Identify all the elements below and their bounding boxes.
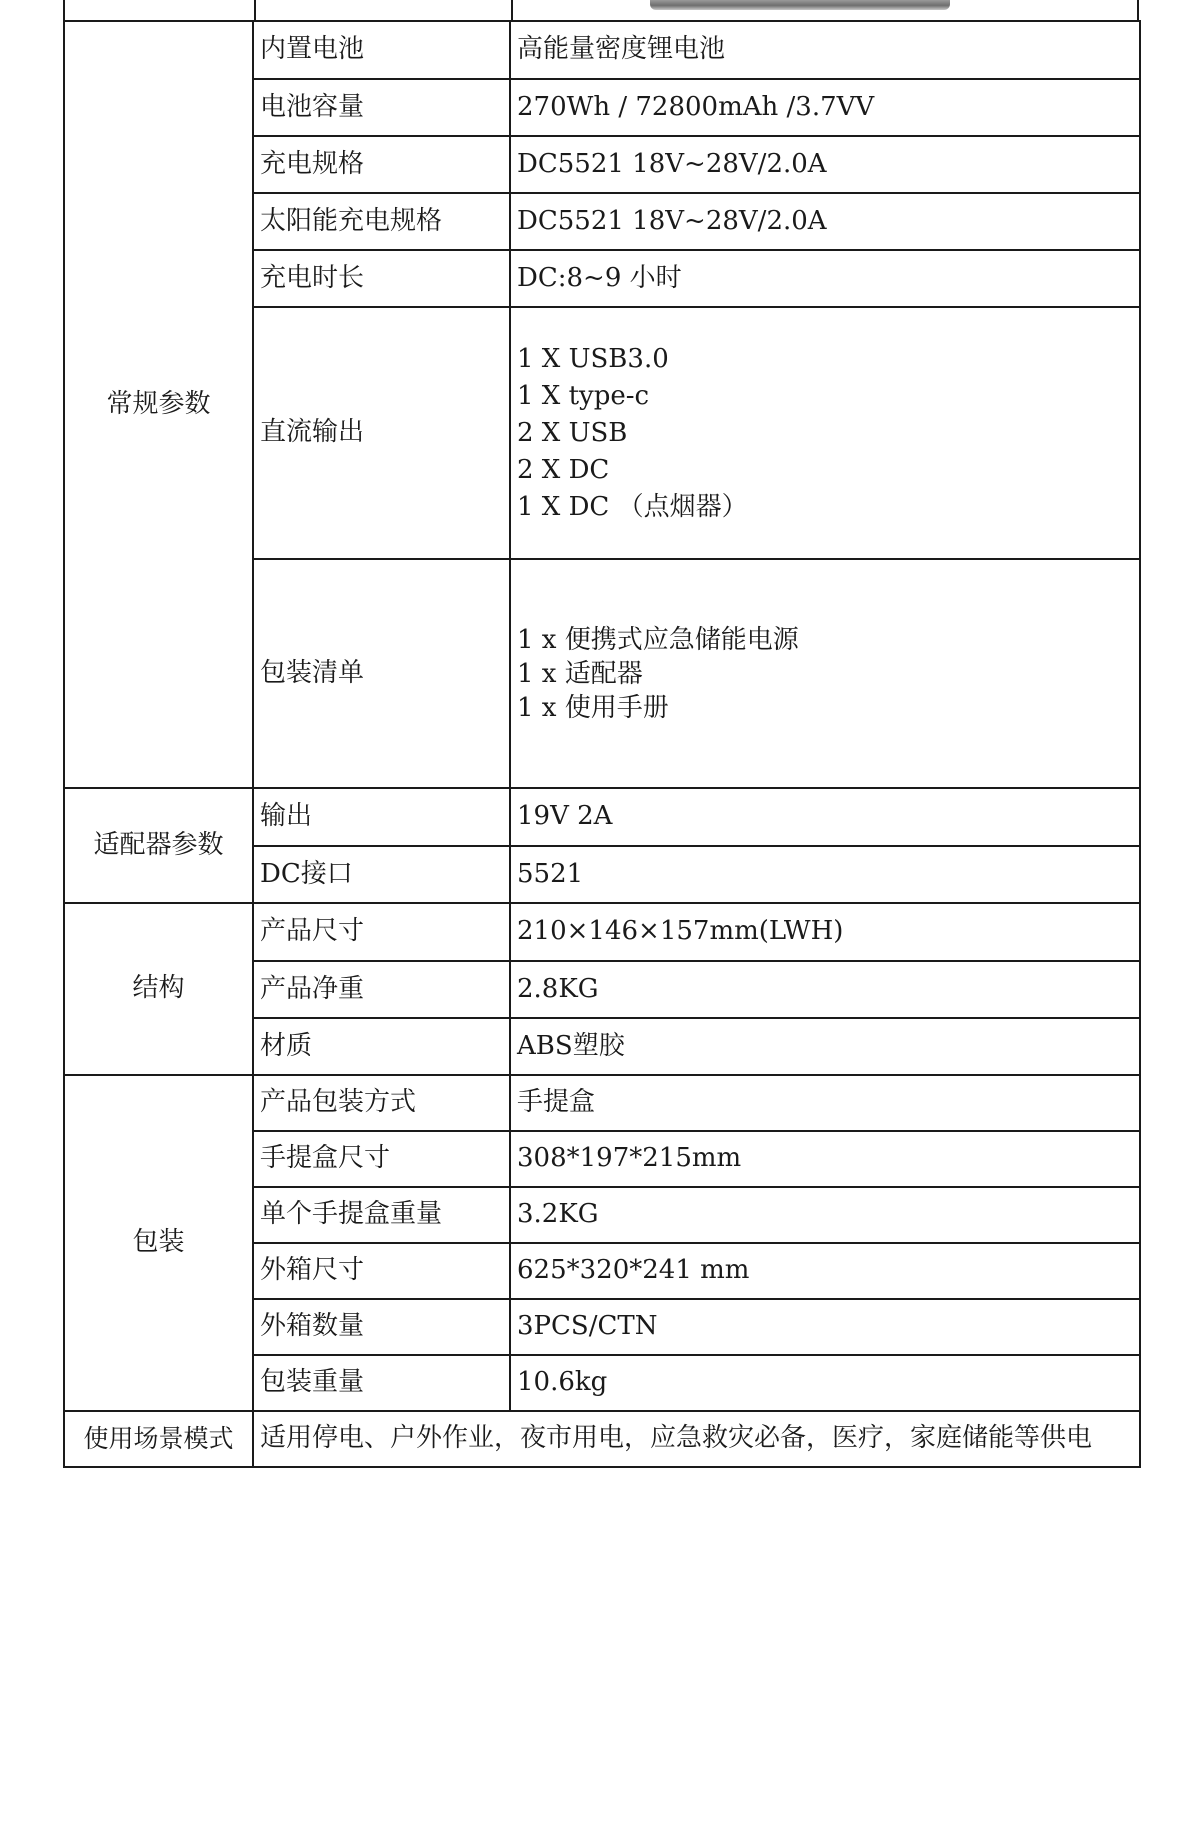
value-carton-quantity: 3PCS/CTN	[510, 1299, 1140, 1355]
param-packaging-type: 产品包装方式	[253, 1075, 510, 1131]
value-dc-output	[510, 307, 1140, 559]
table-row	[64, 1075, 1140, 1131]
param-built-in-battery: 内置电池	[253, 21, 510, 79]
dc-output-line: 1 X USB3.0	[517, 343, 669, 374]
param-carton-size: 外箱尺寸	[253, 1243, 510, 1299]
category-packaging: 包装	[64, 1075, 253, 1411]
value-packing-list	[510, 559, 1140, 788]
category-structure: 结构	[64, 903, 253, 1075]
spec-table	[63, 20, 1141, 1468]
dc-output-line: 2 X DC	[517, 454, 610, 485]
category-adapter: 适配器参数	[64, 788, 253, 903]
param-material: 材质	[253, 1018, 510, 1075]
table-row	[64, 788, 1140, 846]
value-net-weight: 2.8KG	[510, 961, 1140, 1018]
packing-list-line: 1 x 便携式应急储能电源	[517, 624, 799, 655]
table-row	[64, 903, 1140, 961]
value-packaging-type: 手提盒	[510, 1075, 1140, 1131]
param-net-weight: 产品净重	[253, 961, 510, 1018]
param-packing-list: 包装清单	[253, 559, 510, 788]
value-usage: 适用停电、户外作业，夜市用电，应急救灾必备，医疗，家庭储能等供电	[253, 1411, 1140, 1467]
table-top-continuation	[63, 0, 1139, 20]
table-row	[64, 1411, 1140, 1467]
param-dc-output: 直流输出	[253, 307, 510, 559]
value-charging-time: DC:8~9 小时	[510, 250, 1140, 307]
table-row	[64, 21, 1140, 79]
value-carton-size: 625*320*241 mm	[510, 1243, 1140, 1299]
value-adapter-output: 19V 2A	[510, 788, 1140, 846]
param-battery-capacity: 电池容量	[253, 79, 510, 136]
param-dc-port: DC接口	[253, 846, 510, 903]
param-packaging-weight: 包装重量	[253, 1355, 510, 1411]
param-solar-charging-spec: 太阳能充电规格	[253, 193, 510, 250]
dc-output-line: 2 X USB	[517, 417, 628, 448]
packing-list-line: 1 x 使用手册	[517, 692, 669, 723]
column-divider	[511, 0, 513, 20]
param-charging-spec: 充电规格	[253, 136, 510, 193]
param-charging-time: 充电时长	[253, 250, 510, 307]
product-photo-fragment	[650, 0, 950, 10]
param-product-size: 产品尺寸	[253, 903, 510, 961]
value-solar-charging-spec: DC5521 18V~28V/2.0A	[510, 193, 1140, 250]
value-box-size: 308*197*215mm	[510, 1131, 1140, 1187]
column-divider	[254, 0, 256, 20]
param-carton-quantity: 外箱数量	[253, 1299, 510, 1355]
category-usage: 使用场景模式	[64, 1411, 253, 1467]
dc-output-line: 1 X type-c	[517, 380, 650, 411]
value-material: ABS塑胶	[510, 1018, 1140, 1075]
dc-output-line: 1 X DC （点烟器）	[517, 491, 748, 522]
value-product-size: 210×146×157mm(LWH)	[510, 903, 1140, 961]
param-adapter-output: 输出	[253, 788, 510, 846]
param-box-weight: 单个手提盒重量	[253, 1187, 510, 1243]
packing-list-line: 1 x 适配器	[517, 658, 643, 689]
param-box-size: 手提盒尺寸	[253, 1131, 510, 1187]
value-packaging-weight: 10.6kg	[510, 1355, 1140, 1411]
value-box-weight: 3.2KG	[510, 1187, 1140, 1243]
value-dc-port: 5521	[510, 846, 1140, 903]
category-general: 常规参数	[64, 21, 253, 788]
value-charging-spec: DC5521 18V~28V/2.0A	[510, 136, 1140, 193]
value-battery-capacity: 270Wh / 72800mAh /3.7VV	[510, 79, 1140, 136]
value-built-in-battery: 高能量密度锂电池	[510, 21, 1140, 79]
